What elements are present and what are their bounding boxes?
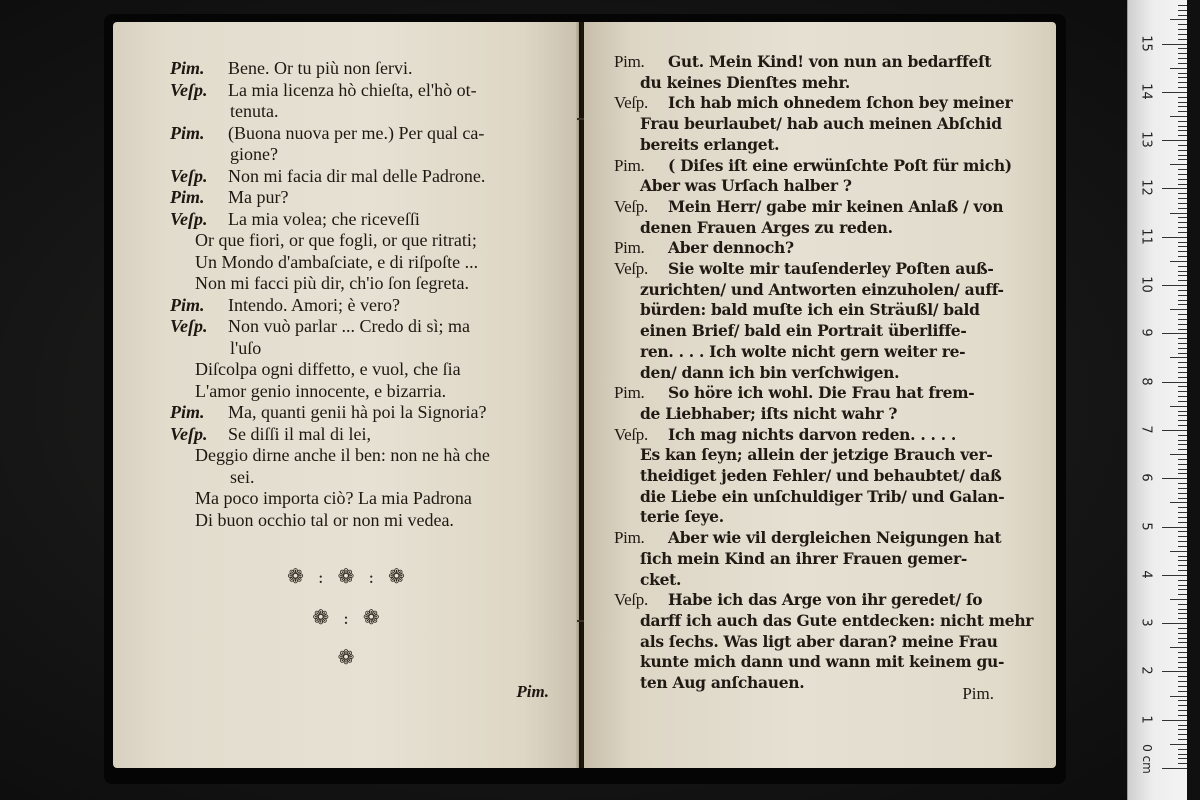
ornament-icon: ❁ xyxy=(337,645,355,669)
line-text: Gut. Mein Kind! von nun an bedarffeſt xyxy=(668,52,992,71)
italian-text-block xyxy=(170,58,572,531)
text-line xyxy=(170,166,572,188)
text-line xyxy=(170,123,572,145)
text-line xyxy=(170,273,572,295)
line-text: ten Aug anſchauen. xyxy=(640,673,805,693)
ruler-shadow xyxy=(1187,0,1200,800)
text-line xyxy=(170,316,572,338)
ruler-number: 8 xyxy=(1138,376,1154,386)
line-text: La mia licenza hò chieſta, el'hò ot- xyxy=(228,79,477,100)
line-text: Bene. Or tu più non ſervi. xyxy=(228,58,413,78)
text-line xyxy=(614,466,1034,487)
speaker-label: Veſp. xyxy=(170,208,208,229)
speaker-label: Pim. xyxy=(614,155,645,175)
ornament-icon: ❁ xyxy=(388,564,405,588)
ruler-number: 3 xyxy=(1138,618,1154,627)
line-text: Habe ich das Arge von ihr geredet/ ſo xyxy=(668,590,983,610)
line-text: (Buona nuova per me.) Per qual ca- xyxy=(228,122,485,143)
catchword-left: Pim. xyxy=(516,682,549,701)
speaker-label: Veſp. xyxy=(614,259,648,279)
ornament-row-3 xyxy=(113,645,579,669)
line-text: gione? xyxy=(230,144,278,164)
text-line xyxy=(614,238,1034,259)
text-line xyxy=(614,590,1034,611)
text-line xyxy=(170,381,572,403)
text-line xyxy=(614,425,1034,446)
ruler-number: 5 xyxy=(1138,521,1154,531)
ruler-number: 14 xyxy=(1138,83,1154,100)
line-text: Es kan ſeyn; allein der jetzige Brauch ver- xyxy=(640,445,993,465)
ruler-tick xyxy=(1162,285,1188,286)
line-text: Ich hab mich ohnedem ſchon bey meiner xyxy=(668,93,1013,113)
ruler-tick xyxy=(1162,237,1188,238)
line-text: zurichten/ und Antworten einzuholen/ auff- xyxy=(640,279,1004,299)
text-line xyxy=(614,93,1034,114)
line-text: Non mi facci più dir, ch'io ſon ſegreta. xyxy=(195,273,469,293)
text-line xyxy=(170,187,572,209)
text-line xyxy=(170,467,572,489)
ornament-icon: ❁ xyxy=(312,605,330,629)
text-line xyxy=(614,507,1034,528)
line-text: cket. xyxy=(640,569,682,589)
ruler-tick xyxy=(1170,406,1188,407)
ornament-separator: : xyxy=(368,568,375,588)
text-line xyxy=(614,363,1034,384)
text-line xyxy=(170,101,572,123)
ruler-tick xyxy=(1170,502,1188,503)
line-text: Ma pur? xyxy=(228,187,289,207)
text-line xyxy=(614,259,1034,280)
speaker-label: Veſp. xyxy=(170,165,208,186)
text-line xyxy=(614,300,1034,321)
text-line xyxy=(614,73,1034,94)
ruler-number: 7 xyxy=(1138,425,1154,434)
text-line xyxy=(614,280,1034,301)
line-text: Di buon occhio tal or non mi vedea. xyxy=(195,509,454,530)
line-text: So höre ich wohl. Die Frau hat frem- xyxy=(668,383,975,403)
text-line xyxy=(614,528,1034,549)
line-text: Sie wolte mir tauſenderley Poſten auß- xyxy=(668,259,994,279)
ornament-icon: ❁ xyxy=(362,605,380,629)
text-line xyxy=(170,338,572,360)
ruler-tick xyxy=(1170,454,1188,455)
ruler-tick xyxy=(1162,768,1188,769)
line-text: kunte mich dann und wann mit keinem gu- xyxy=(640,652,1005,672)
text-line xyxy=(170,424,572,446)
text-line xyxy=(170,402,572,424)
ruler-tick xyxy=(1170,116,1188,117)
ruler-number: 4 xyxy=(1138,570,1154,579)
ornament-separator: : xyxy=(343,609,349,629)
ruler-tick xyxy=(1162,671,1188,672)
ruler-tick xyxy=(1162,478,1188,479)
speaker-label: Veſp. xyxy=(614,93,648,113)
line-text: Or que fiori, or que fogli, or que ritrati; xyxy=(195,230,477,250)
line-text: Non vuò parlar ... Credo di sì; ma xyxy=(228,316,470,336)
ruler-tick xyxy=(1162,382,1188,383)
line-text: Deggio dirne anche il ben: non ne hà che xyxy=(195,445,490,465)
text-line xyxy=(614,342,1034,363)
speaker-label: Pim. xyxy=(170,58,205,78)
ornament-row-1 xyxy=(113,564,579,588)
ruler-tick xyxy=(1170,647,1188,648)
right-page xyxy=(584,22,1056,768)
speaker-label: Pim. xyxy=(170,122,205,143)
line-text: einen Brief/ bald ein Portrait überliffe- xyxy=(640,321,967,341)
ornament-icon: ❁ xyxy=(337,564,355,588)
line-text: Aber dennoch? xyxy=(668,238,794,258)
ruler-tick xyxy=(1162,720,1188,721)
ruler-tick xyxy=(1162,333,1188,334)
ruler-number: 12 xyxy=(1138,179,1154,197)
text-line xyxy=(614,487,1034,508)
speaker-label: Pim. xyxy=(614,383,645,403)
ruler-tick xyxy=(1170,213,1188,214)
ruler-tick xyxy=(1170,357,1188,358)
ruler-tick xyxy=(1162,92,1188,93)
ruler-tick xyxy=(1170,696,1188,697)
speaker-label: Pim. xyxy=(170,187,205,207)
ruler-tick xyxy=(1162,527,1188,528)
ruler-tick xyxy=(1162,623,1188,624)
text-line xyxy=(614,114,1034,135)
text-line xyxy=(614,176,1034,197)
line-text: ſich mein Kind an ihrer Frauen gemer- xyxy=(640,548,967,568)
line-text: ren. . . . Ich wolte nicht gern weiter re- xyxy=(640,341,966,361)
line-text: Intendo. Amori; è vero? xyxy=(228,294,400,315)
ornament-icon: ❁ xyxy=(287,564,304,588)
ruler-tick xyxy=(1162,44,1188,45)
speaker-label: Veſp. xyxy=(614,424,648,444)
ruler-tick xyxy=(1170,19,1188,20)
speaker-label: Pim. xyxy=(614,52,645,71)
text-line xyxy=(170,510,572,532)
text-line xyxy=(170,58,572,80)
ruler-number: 15 xyxy=(1138,34,1154,52)
text-line xyxy=(170,359,572,381)
ruler-tick xyxy=(1170,309,1188,310)
text-line xyxy=(614,135,1034,156)
ruler-number: 10 xyxy=(1138,276,1154,293)
ruler-tick xyxy=(1170,164,1188,165)
ornament-block xyxy=(113,542,579,672)
speaker-label: Pim. xyxy=(170,402,205,422)
ruler-number: 6 xyxy=(1138,473,1154,482)
ruler-tick xyxy=(1162,430,1188,431)
text-line xyxy=(614,611,1034,632)
line-text: den/ dann ich bin verſchwigen. xyxy=(640,362,900,382)
ruler-tick xyxy=(1170,744,1188,745)
line-text: de Liebhaber; iſts nicht wahr ? xyxy=(640,403,898,423)
line-text: als ſechs. Was ligt aber daran? meine Frau xyxy=(640,631,998,651)
speaker-label: Veſp. xyxy=(614,590,648,610)
speaker-label: Veſp. xyxy=(614,196,648,216)
line-text: die Liebe ein unſchuldiger Trib/ und Galan- xyxy=(640,486,1005,506)
text-line xyxy=(614,197,1034,218)
line-text: Frau beurlaubet/ hab auch meinen Abſchid xyxy=(640,114,1002,134)
line-text: ( Diſes iſt eine erwünſchte Poſt für mich) xyxy=(668,155,1012,175)
text-line xyxy=(614,321,1034,342)
speaker-label: Pim. xyxy=(614,528,645,548)
text-line xyxy=(614,52,1034,73)
text-line xyxy=(614,218,1034,239)
line-text: l'uſo xyxy=(230,337,262,358)
text-line xyxy=(614,632,1034,653)
line-text: Ma poco importa ciò? La mia Padrona xyxy=(195,488,472,508)
line-text: Un Mondo d'ambaſciate, e di riſpoſte ... xyxy=(195,251,479,272)
text-line xyxy=(614,383,1034,404)
measurement-ruler xyxy=(1127,0,1188,800)
text-line xyxy=(170,144,572,166)
text-line xyxy=(614,445,1034,466)
line-text: darff ich auch das Gute entdecken: nicht mehr xyxy=(640,610,1034,630)
ornament-separator: : xyxy=(317,568,324,588)
speaker-label: Pim. xyxy=(170,294,205,315)
catchword-right: Pim. xyxy=(962,684,994,703)
text-line xyxy=(170,230,572,252)
line-text: bereits erlanget. xyxy=(640,134,780,154)
ruler-number: 2 xyxy=(1138,666,1154,676)
ruler-number: 13 xyxy=(1138,131,1154,148)
text-line xyxy=(170,295,572,317)
ruler-unit-label: 0 cm xyxy=(1140,744,1154,774)
speaker-label: Veſp. xyxy=(170,423,208,444)
line-text: sei. xyxy=(230,466,255,487)
line-text: La mia volea; che riceveſſi xyxy=(228,208,420,229)
line-text: Se diſſi il mal di lei, xyxy=(228,423,371,444)
text-line xyxy=(170,445,572,467)
speaker-label: Pim. xyxy=(614,238,645,258)
text-line xyxy=(170,252,572,274)
line-text: denen Frauen Arges zu reden. xyxy=(640,217,893,237)
german-text-block xyxy=(614,52,1034,694)
line-text: Aber was Urſach halber ? xyxy=(640,176,852,196)
line-text: theidiget jeden Fehler/ und behaubtet/ daß xyxy=(640,466,1002,486)
ruler-tick xyxy=(1162,575,1188,576)
line-text: terie ſeye. xyxy=(640,507,724,527)
ruler-tick xyxy=(1170,599,1188,600)
line-text: Aber wie vil dergleichen Neigungen hat xyxy=(668,528,1002,548)
text-line xyxy=(614,652,1034,673)
ornament-row-2 xyxy=(113,605,579,629)
text-line xyxy=(170,488,572,510)
ruler-tick xyxy=(1170,68,1188,69)
line-text: Ma, quanti genii hà poi la Signoria? xyxy=(228,402,487,422)
ruler-tick xyxy=(1162,140,1188,141)
line-text: Diſcolpa ogni diffetto, e vuol, che ſia xyxy=(195,359,461,379)
ruler-tick xyxy=(1170,551,1188,552)
line-text: tenuta. xyxy=(230,101,279,121)
text-line xyxy=(614,570,1034,591)
ruler-number: 11 xyxy=(1138,227,1154,245)
line-text: du keines Dienſtes mehr. xyxy=(640,72,850,92)
text-line xyxy=(614,549,1034,570)
text-line xyxy=(170,80,572,102)
line-text: bürden: bald muſte ich ein Sträußl/ bald xyxy=(640,300,980,320)
text-line xyxy=(614,156,1034,177)
line-text: Mein Herr/ gabe mir keinen Anlaß / von xyxy=(668,196,1004,216)
line-text: Non mi facia dir mal delle Padrone. xyxy=(228,165,486,186)
line-text: L'amor genio innocente, e bizarria. xyxy=(195,380,447,401)
text-line xyxy=(614,404,1034,425)
line-text: Ich mag nichts darvon reden. . . . . xyxy=(668,424,956,444)
speaker-label: Veſp. xyxy=(170,316,208,336)
speaker-label: Veſp. xyxy=(170,79,208,100)
text-line xyxy=(170,209,572,231)
ruler-number: 9 xyxy=(1138,328,1154,337)
left-page xyxy=(113,22,579,768)
ruler-tick xyxy=(1170,261,1188,262)
ruler-number: 1 xyxy=(1138,715,1154,724)
ruler-tick xyxy=(1162,188,1188,189)
